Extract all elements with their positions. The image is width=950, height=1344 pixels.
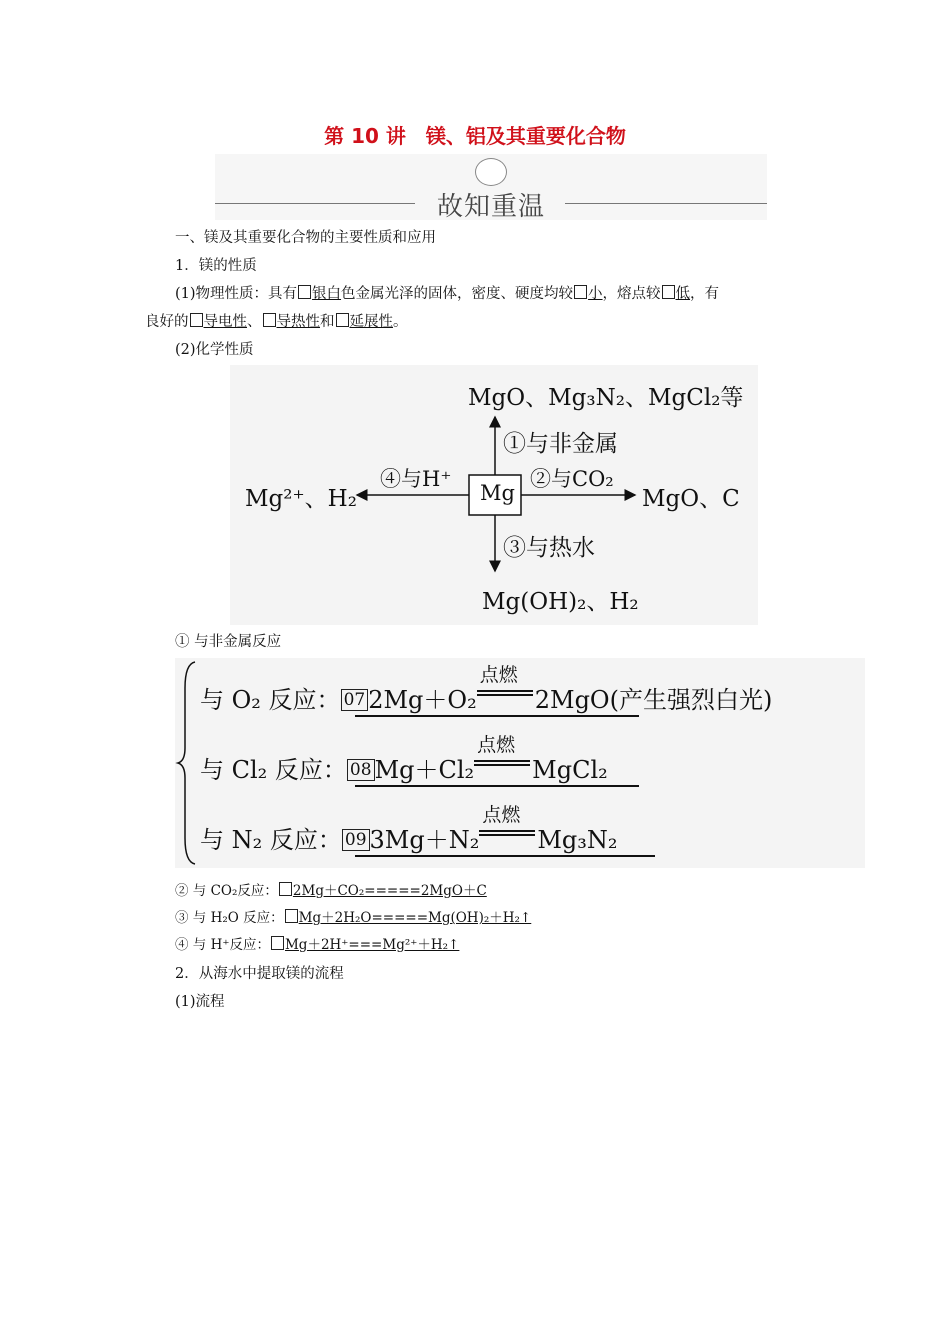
item-heading-2: 2．从海水中提取镁的流程 [175,966,344,982]
flow-label: (1)流程 [175,994,225,1010]
bottom-products: Mg(OH)₂、H₂ [482,589,639,615]
banner-text: 故知重温 [436,192,545,222]
section-heading: 一、镁及其重要化合物的主要性质和应用 [175,230,436,246]
page-title: 第 10 讲 镁、铝及其重要化合物 [324,124,626,148]
answer-box [662,285,675,299]
answer-box [336,313,349,327]
right-label: ②与CO₂ [530,467,614,491]
top-products: MgO、Mg₃N₂、MgCl₂等 [468,385,744,411]
item-heading-1: 1．镁的性质 [175,258,257,274]
water-reaction: ③ 与 H₂O 反应： Mg＋2H₂O=====Mg(OH)₂＋H₂↑ [175,910,532,926]
section-banner [215,154,767,220]
equation-cl2: 与 Cl₂ 反应： 08 Mg＋Cl₂ 点燃 MgCl₂ [200,734,608,784]
equation-underline [355,855,655,857]
equation-o2: 与 O₂ 反应： 07 2Mg＋O₂ 点燃 2MgO(产生强烈白光) [200,664,773,714]
equation-number: 07 [341,689,369,711]
condition-mark: 点燃 [474,758,532,778]
chemical-properties-label: (2)化学性质 [175,342,254,358]
answer-box [574,285,587,299]
condition-mark: 点燃 [479,828,537,848]
answer-box [298,285,311,299]
equation-n2: 与 N₂ 反应： 09 3Mg＋N₂ 点燃 Mg₃N₂ [200,804,618,854]
equation-underline [355,715,639,717]
nonmetal-reaction-label: ① 与非金属反应 [175,634,282,650]
equation-underline [355,785,639,787]
down-label: ③与热水 [503,535,595,561]
physical-properties-line2: 良好的 导电性、 导热性和 延展性。 [145,314,408,330]
up-label: ①与非金属 [503,431,618,457]
physical-properties-line1: (1)物理性质：具有 银白色金属光泽的固体，密度、硬度均较 小，熔点较 低，有 [175,286,720,302]
answer-box [271,936,284,950]
reaction-diagram [230,365,758,625]
answer-box [285,909,298,923]
brace-icon [175,658,199,868]
condition-mark: 点燃 [477,688,535,708]
badge-icon [475,158,507,186]
right-products: MgO、C [642,486,740,512]
equation-number: 08 [347,759,375,781]
answer-box [279,882,292,896]
acid-reaction: ④ 与 H⁺反应： Mg＋2H⁺===Mg²⁺＋H₂↑ [175,937,460,953]
answer-box [190,313,203,327]
equation-block [175,658,865,868]
co2-reaction: ② 与 CO₂反应： 2Mg＋CO₂=====2MgO＋C [175,883,487,899]
center-mg: Mg [480,481,515,505]
left-label: ④与H⁺ [380,467,452,491]
left-products: Mg²⁺、H₂ [245,486,357,512]
equation-number: 09 [342,829,370,851]
answer-box [263,313,276,327]
